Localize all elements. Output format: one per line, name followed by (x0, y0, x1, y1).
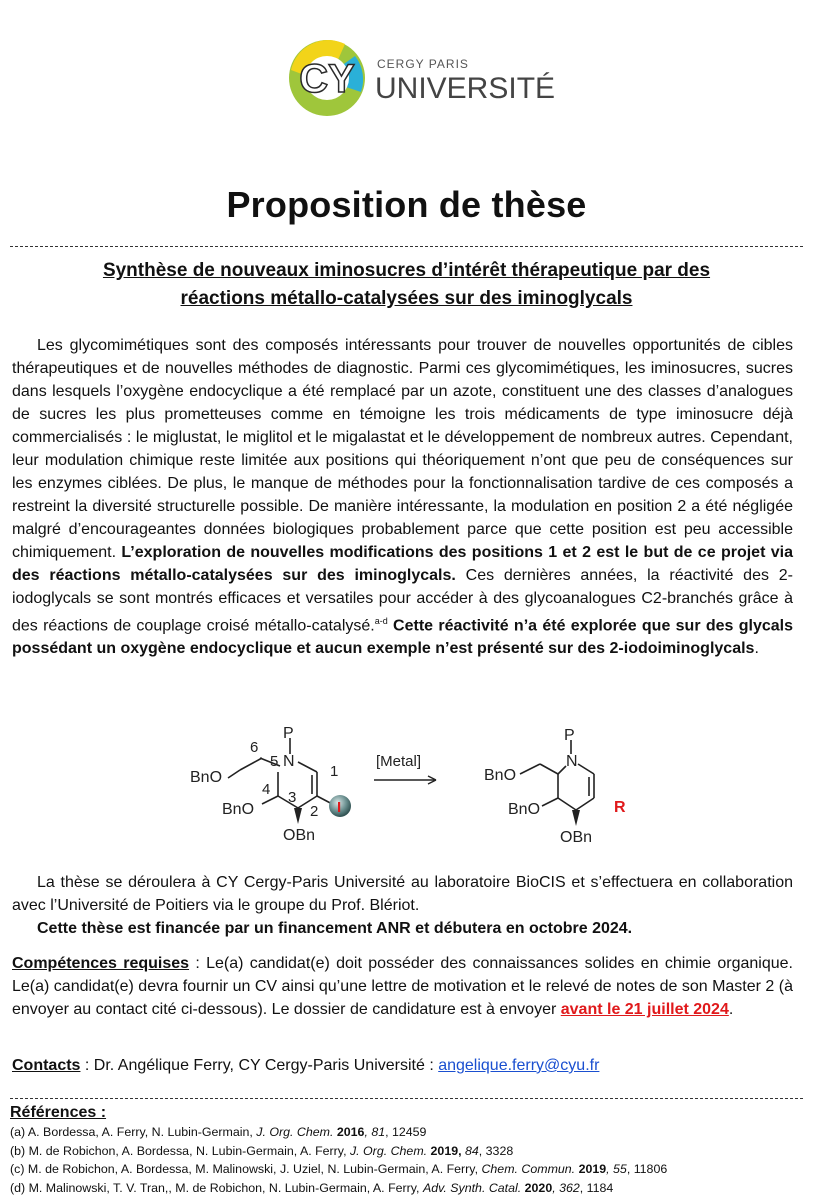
divider-top (10, 246, 803, 247)
ref-authors: (c) M. de Robichon, A. Bordessa, M. Malinowski, J. Uziel, N. Lubin-Germain, A. Ferry, (10, 1162, 482, 1176)
logo-line2: UNIVERSITÉ (375, 72, 555, 105)
ref-journal: J. Org. Chem. (256, 1125, 334, 1139)
product-bonds (520, 740, 594, 810)
contact-email-link[interactable]: angelique.ferry@cyu.fr (438, 1057, 600, 1074)
atom-number-6: 6 (250, 739, 259, 756)
ref-authors: (b) M. de Robichon, A. Bordessa, N. Lubin-Germain, A. Ferry, (10, 1143, 350, 1158)
ref-pages: , 1184 (579, 1180, 614, 1195)
ref-volume: , 81 (364, 1125, 386, 1139)
deadline-text: avant le 21 juillet 2024 (560, 1001, 729, 1018)
product-wedge (572, 810, 580, 826)
product-n-label: N (566, 753, 578, 770)
ref-volume: , 362 (552, 1180, 580, 1195)
intro-bold-2: Cette réactivité n’a été explorée que sur des glycals possédant un oxygène endocyclique et aucun exemple n’est présenté sur des 2-iodoiminoglycals (12, 617, 793, 658)
reactant-bno-top: BnO (190, 769, 223, 786)
reference-item (10, 1123, 803, 1142)
reactant-obn: OBn (283, 827, 316, 844)
logo-mark: CY (299, 57, 355, 101)
page-title: Proposition de thèse (226, 184, 587, 225)
reactant-n-label: N (283, 753, 295, 770)
ref-volume: , 55 (606, 1162, 627, 1176)
skills-label: Compétences requises (12, 955, 190, 972)
cy-university-logo (285, 36, 555, 120)
ref-volume: 84 (461, 1143, 479, 1158)
atom-number-4: 4 (262, 781, 271, 798)
ref-authors: (a) A. Bordessa, A. Ferry, N. Lubin-Germain, (10, 1125, 257, 1139)
skills-paragraph (12, 952, 793, 1021)
ref-journal: Adv. Synth. Catal. (422, 1180, 522, 1195)
thesis-subtitle (20, 257, 793, 313)
subtitle-line-2: réactions métallo-catalysées sur des iminoglycals (180, 288, 633, 309)
reference-item (10, 1142, 803, 1161)
intro-end: . (754, 640, 759, 658)
ref-year: 2019 (575, 1162, 607, 1176)
ref-journal: Chem. Commun. (481, 1162, 576, 1176)
intro-text-1: Les glycomimétiques sont des composés intéressants pour trouver de nouvelles opportunités de cibles thérapeutiques et de nouvelles méthodes de diagnostic. Parmi ces glycomimétiques, les iminosucres, sucres dans lesquels l’oxygène endocyclique a été remplacé par un azote, constituent une des classes d’analogues de sucres les plus prometteuses comme en témoigne les trois médicaments de type iminosucre déjà commercialisés : le miglustat, le miglitol et le migalastat et le développement de nombreux autres. Cependant, leur modulation chimique reste limitée aux positions qui théoriquement n’ont que peu de conséquences sur les enzymes ciblées. De plus, le manque de méthodes pour la fonctionnalisation tardive de ces composés a restreint la diversité structurelle possible. De manière intéressante, la modulation en position 2 a été négligée malgré d’encourageantes données biologiques probablement parce que cette position est peu accessible chimiquement. (12, 337, 793, 561)
reactant-wedge (294, 808, 302, 824)
skills-text: : Le(a) candidat(e) doit posséder des connaissances solides en chimie organique. Le(a) candidat(e) devra fournir un CV ainsi qu’une lettre de motivation et le relevé de notes de son Master 2 (à envoyer au contact cité ci-dessous). Le dossier de candidature est à envoyer (12, 955, 793, 1018)
funding-text: Cette thèse est financée par un financement ANR et débutera en octobre 2024. (37, 920, 633, 937)
skills-end: . (728, 1001, 734, 1018)
atom-number-3: 3 (288, 789, 297, 806)
product-bno-bottom: BnO (508, 801, 541, 818)
intro-bold-1: L’exploration de nouvelles modifications des positions 1 et 2 est le but de ce projet via des réactions métallo-catalysées sur des iminoglycals. (12, 544, 793, 584)
ref-pages: , 3328 (478, 1143, 514, 1158)
reactant-p-label: P (283, 725, 294, 742)
reaction-scheme (190, 720, 630, 852)
ref-year: 2016 (333, 1125, 365, 1139)
iodine-label: I (337, 799, 342, 816)
subtitle-line-1: Synthèse de nouveaux iminosucres d’intérêt thérapeutique par des (102, 260, 711, 281)
ref-year: 2020 (521, 1180, 553, 1195)
product-obn: OBn (560, 829, 593, 846)
intro-paragraph (12, 334, 793, 660)
ref-year: 2019, (427, 1143, 462, 1158)
ref-pages: , 12459 (385, 1125, 427, 1139)
ref-authors: (d) M. Malinowski, T. V. Tran,, M. de Robichon, N. Lubin-Germain, A. Ferry, (10, 1180, 423, 1195)
references-section (10, 1098, 803, 1197)
reference-item (10, 1179, 803, 1198)
location-text: La thèse se déroulera à CY Cergy-Paris Université au laboratoire BioCIS et s’effectuera en collaboration avec l’Université de Poitiers via le groupe du Prof. Blériot. (12, 874, 793, 914)
location-paragraph (12, 871, 793, 940)
reactant-bonds (228, 738, 339, 808)
ref-journal: J. Org. Chem. (349, 1143, 428, 1158)
contacts-text: : Dr. Angélique Ferry, CY Cergy-Paris Université : (80, 1057, 439, 1074)
atom-number-5: 5 (270, 753, 279, 770)
contacts-paragraph (12, 1054, 793, 1077)
intro-ref-sup: a-d (374, 616, 388, 626)
logo-line1: CERGY PARIS (377, 57, 469, 71)
atom-number-1: 1 (330, 763, 339, 780)
ref-pages: , 11806 (626, 1162, 668, 1176)
atom-number-2: 2 (310, 803, 319, 820)
reference-item (10, 1160, 803, 1179)
reactant-bno-bottom: BnO (222, 801, 255, 818)
arrow-label: [Metal] (376, 753, 422, 770)
contacts-label: Contacts (12, 1057, 81, 1074)
product-bno-top: BnO (484, 767, 517, 784)
product-r-label: R (614, 799, 626, 816)
intro-text-2: Ces dernières années, la réactivité des 2-iodoglycals se sont montrés efficaces et versatiles pour accéder à des glycoanalogues C2-branchés grâce à des réactions de couplage croisé métallo-catalysé. (12, 567, 794, 635)
references-title: Références : (10, 1104, 107, 1121)
product-p-label: P (564, 727, 575, 744)
